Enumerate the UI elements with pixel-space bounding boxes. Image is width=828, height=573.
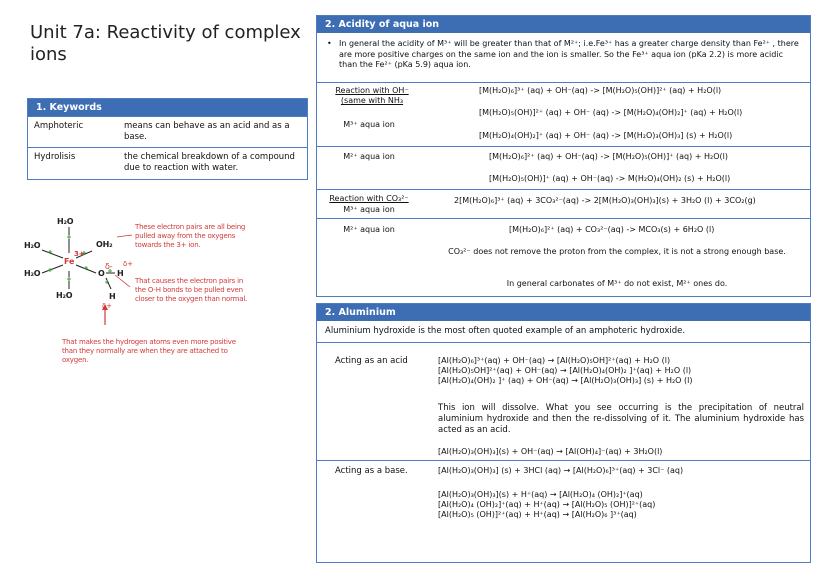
co3-m2-section [317,218,810,297]
oh-m3-equation: [M(H₂O)₄(OH)₂]⁺ (aq) + OH⁻ (aq) -> [M(H₂O)₃(OH)₃] (s) + H₂O(l) [479,131,733,140]
oh-m3-section [317,82,810,146]
co3-m3-equation: 2[M(H₂O)₆]³⁺ (aq) + 3CO₃²⁻(aq) -> 2[M(H₂O)₃(OH)₃](s) + 3H₂O (l) + 3CO₂(g) [454,196,756,205]
acting-as-base-label: Acting as a base. [335,466,408,476]
aluminium-panel [316,303,811,563]
oh-m3-equation: [M(H₂O)₅(OH)]²⁺ (aq) + OH⁻ (aq) -> [M(H₂O)₄(OH)₂]⁺ (aq) + H₂O(l) [479,108,743,117]
co3-m3-section [317,189,810,218]
annotation-electron-pairs: These electron pairs are all being pulled away from the oxygens towards the 3+ ion. [135,223,246,249]
h2o-left-lower: H₂O [24,269,41,278]
h2o-top: H₂O [57,217,74,226]
h2o-bottom: H₂O [56,291,73,300]
keywords-panel [27,98,308,180]
co3-m2-equation: [M(H₂O)₆]²⁺ (aq) + CO₃²⁻(aq) -> MCO₃(s) + 6H₂O (l) [509,225,715,234]
acid-equation: [Al(H₂O)₆]³⁺(aq) + OH⁻(aq) → [Al(H₂O)₅OH]²⁺(aq) + H₂O (l) [438,356,671,365]
hydrogen-atom-right: H [117,269,124,278]
keyword-definition: means can behave as an acid and as a base. [124,121,290,142]
hexaaqua-iron-diagram [20,213,320,373]
delta-plus-right: δ+ [123,260,133,268]
base-equation: [Al(H₂O)₃(OH)₃](s) + H⁺(aq) → [Al(H₂O)₄ (OH)₂]⁺(aq) [438,490,643,499]
delta-minus: δ- [105,262,113,271]
annotation-hydrogen-positive: That makes the hydrogen atoms even more positive than they normally are when they are attached to oxygen. [62,338,236,364]
iron-charge: 3+ [74,250,85,258]
keyword-term: Amphoteric [34,121,84,131]
aluminium-intro: Aluminium hydroxide is the most often quoted example of an amphoteric hydroxide. [317,321,810,343]
iron-atom: Fe [64,257,75,266]
base-equation: [Al(H₂O)₃(OH)₃] (s) + 3HCl (aq) → [Al(H₂O)₆]³⁺(aq) + 3Cl⁻ (aq) [438,466,684,475]
oh-m3-equation: [M(H₂O)₆]³⁺ (aq) + OH⁻(aq) -> [M(H₂O)₅(OH)]²⁺ (aq) + H₂O(l) [479,86,722,95]
acid-equation: [Al(H₂O)₅OH]²⁺(aq) + OH⁻(aq) → [Al(H₂O)₄(OH)₂ ]⁺(aq) + H₂O (l) [438,366,692,375]
acid-explanation: This ion will dissolve. What you see occurring is the precipitation of neutral aluminium hydroxide and then the re-dissolving of it. The aluminium hydroxide has acted as an acid. [438,403,804,435]
h2o-left-upper: H₂O [24,241,41,250]
acting-as-acid-label: Acting as an acid [335,356,408,366]
hydrogen-atom-bottom: H [109,292,116,301]
section-divider [317,460,810,461]
acid-equation: [Al(H₂O)₃(OH)₃](s) + OH⁻(aq) → [Al(OH)₄]⁻(aq) + 3H₂O(l) [438,447,663,456]
oh2-right: OH₂ [96,240,113,249]
oh-m2-label: M²⁺ aqua ion [343,152,395,161]
keyword-definition: the chemical breakdown of a compound due to reaction with water. [124,152,295,173]
oh-m2-equation: [M(H₂O)₆]²⁺ (aq) + OH⁻(aq) -> [M(H₂O)₅(OH)]⁺ (aq) + H₂O(l) [489,152,728,161]
annotation-oh-bonds: That causes the electron pairs in the O-H bonds to be pulled even closer to the oxygen than normal. [135,277,248,303]
co3-note: In general carbonates of M³⁺ do not exist, M²⁺ ones do. [506,279,728,288]
co3-m3-label: M³⁺ aqua ion [343,205,395,214]
keywords-heading: 1. Keywords [28,99,307,116]
oxygen-atom: O [98,269,105,278]
keyword-term: Hydrolisis [34,152,76,162]
oh-reaction-title: Reaction with OH⁻ (same with NH₃ [335,86,409,105]
acidity-heading: 2. Acidity of aqua ion [317,16,810,33]
keyword-row [28,147,307,178]
base-equation: [Al(H₂O)₅ (OH)]²⁺(aq) + H⁺(aq) → [Al(H₂O)₆ ]³⁺(aq) [438,510,637,519]
co3-m2-label: M²⁺ aqua ion [343,225,395,234]
aluminium-heading: 2. Aluminium [317,304,810,321]
delta-plus-bottom: δ+ [102,302,112,310]
keyword-row [28,116,307,147]
oh-m2-section [317,146,810,189]
oh-m2-equation: [M(H₂O)₅(OH)]⁺ (aq) + OH⁻(aq) -> M(H₂O)₄(OH)₂ (s) + H₂O(l) [489,174,731,183]
co3-reaction-title: Reaction with CO₃²⁻ [329,194,409,203]
co3-note: CO₃²⁻ does not remove the proton from the complex, it is not a strong enough base. [448,247,786,256]
acidity-panel [316,15,811,297]
acidity-bullet: • In general the acidity of M³⁺ will be greater than that of M²⁺; i.e.Fe³⁺ has a greater charge density than Fe²⁺ , there are more positive charges on the same ion and the ion is smaller. So the Fe³⁺ aqua ion (pKa 2.2) is more acidic than the Fe²⁺ (pKa 5.9) aqua ion. [317,33,810,77]
acid-equation: [Al(H₂O)₄(OH)₂ ]⁺ (aq) + OH⁻(aq) → [Al(H₂O)₃(OH)₃] (s) + H₂O (l) [438,376,693,385]
base-equation: [Al(H₂O)₄ (OH)₂]⁺(aq) + H⁺(aq) → [Al(H₂O)₅ (OH)]²⁺(aq) [438,500,656,509]
page-title: Unit 7a: Reactivity of complex ions [30,22,301,65]
oh-m3-label: M³⁺ aqua ion [343,120,395,129]
